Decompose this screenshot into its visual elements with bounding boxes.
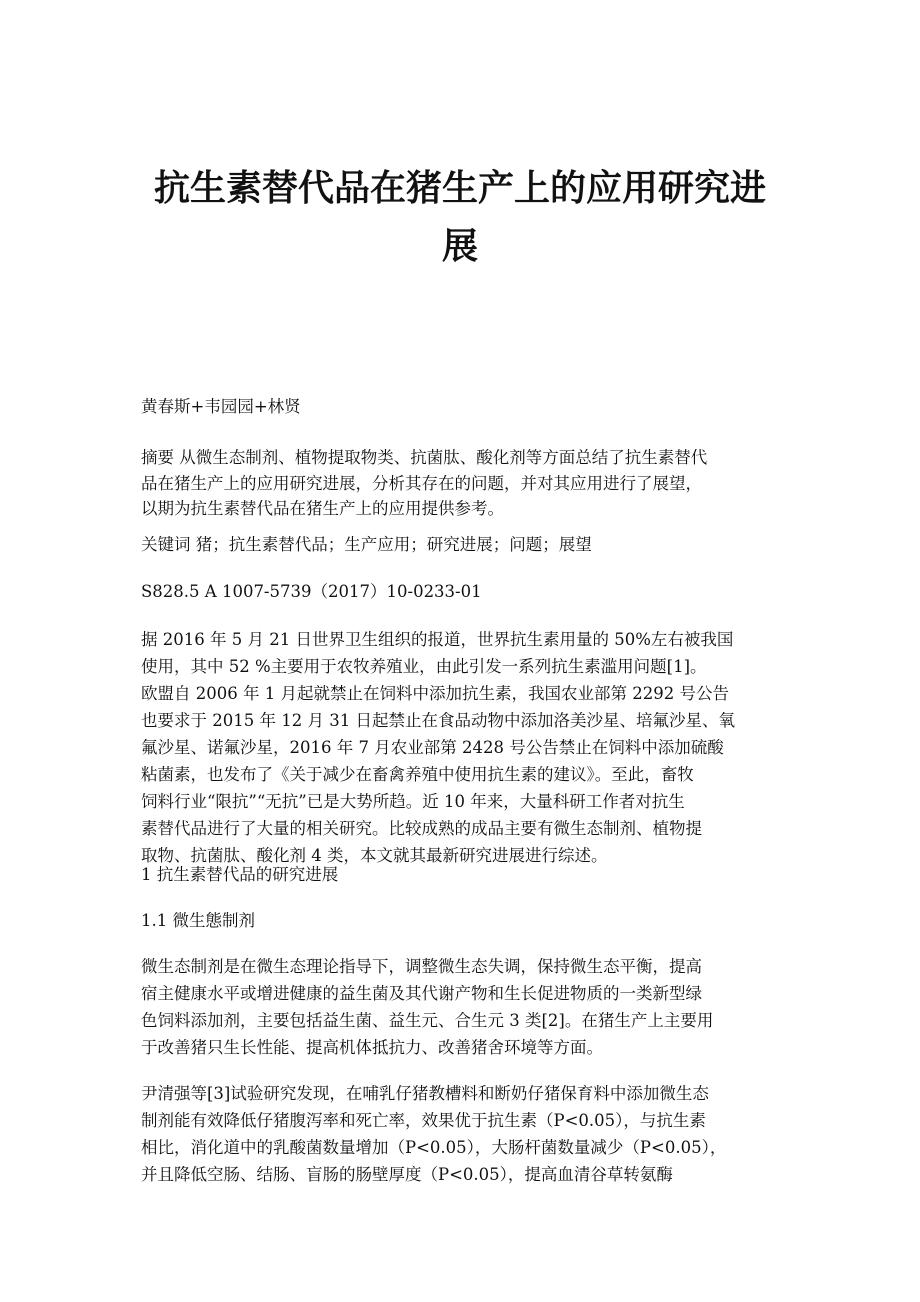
paragraph-line: 素替代品进行了大量的相关研究。比较成熟的成品主要有微生态制剂、植物提 xyxy=(141,819,702,838)
paragraph-line: 并且降低空肠、结肠、盲肠的肠壁厚度（P<0.05），提高血清谷草转氨酶 xyxy=(141,1165,673,1184)
paragraph-line: 粘菌素，也发布了《关于减少在畜禽养殖中使用抗生素的建议》。至此，畜牧 xyxy=(141,765,694,784)
abstract xyxy=(141,445,801,522)
paragraph-line: 饲料行业“限抗”“无抗”已是大势所趋。近 10 年来，大量科研工作者对抗生 xyxy=(141,792,685,811)
paragraph-line: 微生态制剂是在微生态理论指导下，调整微生态失调，保持微生态平衡，提高 xyxy=(141,957,702,976)
document-title xyxy=(0,160,920,276)
paragraph-line: 氟沙星、诺氟沙星，2016 年 7 月农业部第 2428 号公告禁止在饲料中添加硫酸 xyxy=(141,738,724,757)
paragraph-line: 也要求于 2015 年 12 月 31 日起禁止在食品动物中添加洛美沙星、培氟沙星、氧 xyxy=(141,711,735,730)
paragraph-line: 取物、抗菌肽、酸化剂 4 类，本文就其最新研究进展进行综述。 xyxy=(141,846,608,865)
title-line: 展 xyxy=(441,226,478,267)
authors: 黄春斯+韦园园+林贤 xyxy=(141,397,301,416)
paragraph-line: 尹清强等[3]试验研究发现，在哺乳仔猪教槽料和断奶仔猪保育料中添加微生态 xyxy=(141,1084,709,1103)
paragraph-line: 相比，消化道中的乳酸菌数量增加（P<0.05），大肠杆菌数量减少（P<0.05）， xyxy=(141,1138,727,1157)
paragraph-yin-study xyxy=(141,1080,801,1188)
classification-number: S828.5 A 1007-5739（2017）10-0233-01 xyxy=(141,582,482,601)
section-heading-1: 1 抗生素替代品的研究进展 xyxy=(141,865,339,884)
paragraph-line: 据 2016 年 5 月 21 日世界卫生组织的报道，世界抗生素用量的 50%左右被我国 xyxy=(141,630,734,649)
paragraph-line: 使用，其中 52 %主要用于农牧养殖业，由此引发一系列抗生素滥用问题[1]。 xyxy=(141,657,707,676)
keywords: 关键词 猪；抗生素替代品；生产应用；研究进展；问题；展望 xyxy=(141,535,592,554)
section-heading-1-1: 1.1 微生態制剂 xyxy=(141,911,255,930)
paragraph-line: 宿主健康水平或增进健康的益生菌及其代谢产物和生长促进物质的一类新型绿 xyxy=(141,984,702,1003)
paragraph-line: 欧盟自 2006 年 1 月起就禁止在饲料中添加抗生素，我国农业部第 2292 号公告 xyxy=(141,684,729,703)
abstract-line: 摘要 从微生态制剂、植物提取物类、抗菌肽、酸化剂等方面总结了抗生素替代 xyxy=(141,448,708,467)
paragraph-line: 色饲料添加剂，主要包括益生菌、益生元、合生元 3 类[2]。在猪生产上主要用 xyxy=(141,1011,714,1030)
paragraph-line: 于改善猪只生长性能、提高机体抵抗力、改善猪舍环境等方面。 xyxy=(141,1038,603,1057)
paragraph-line: 制剂能有效降低仔猪腹泻率和死亡率，效果优于抗生素（P<0.05），与抗生素 xyxy=(141,1111,706,1130)
intro-paragraph xyxy=(141,626,801,869)
title-line: 抗生素替代品在猪生产上的应用研究进 xyxy=(153,168,766,209)
paragraph-microecological xyxy=(141,953,801,1061)
abstract-line: 品在猪生产上的应用研究进展，分析其存在的问题，并对其应用进行了展望， xyxy=(141,473,702,493)
abstract-line: 以期为抗生素替代品在猪生产上的应用提供参考。 xyxy=(141,499,504,518)
